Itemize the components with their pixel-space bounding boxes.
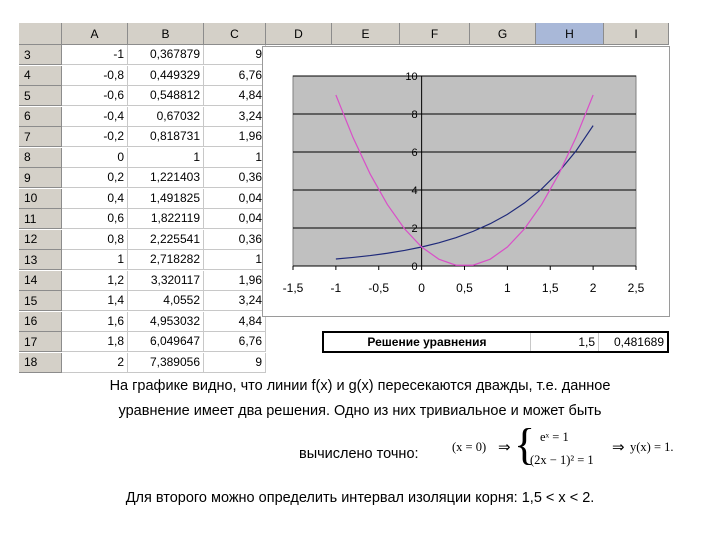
row-header[interactable]: 9 bbox=[19, 168, 62, 188]
cell-a[interactable]: 0,8 bbox=[62, 230, 128, 250]
column-header-g[interactable]: G bbox=[470, 23, 536, 45]
caption-line-1: На графике видно, что линии f(x) и g(x) пересекаются дважды, т.е. данное bbox=[109, 378, 611, 394]
cell-b[interactable]: 0,367879 bbox=[128, 45, 204, 65]
cell-c[interactable]: 3,24 bbox=[204, 291, 266, 311]
column-header-d[interactable]: D bbox=[266, 23, 332, 45]
cell-c[interactable]: 9 bbox=[204, 353, 266, 373]
cell-c[interactable]: 6,76 bbox=[204, 332, 266, 352]
plot-area bbox=[293, 76, 636, 266]
cell-c[interactable]: 0,36 bbox=[204, 168, 266, 188]
caption-line-4: Для второго можно определить интервал изоляции корня: 1,5 < x < 2. bbox=[125, 490, 595, 506]
cell-c[interactable]: 0,04 bbox=[204, 209, 266, 229]
cell-b[interactable]: 7,389056 bbox=[128, 353, 204, 373]
formula-condition: (x = 0) bbox=[452, 440, 487, 454]
cell-c[interactable]: 1,96 bbox=[204, 127, 266, 147]
cell-b[interactable]: 1,491825 bbox=[128, 189, 204, 209]
cell-b[interactable]: 6,049647 bbox=[128, 332, 204, 352]
select-all-corner[interactable] bbox=[19, 23, 62, 45]
x-tick-label: 2,5 bbox=[627, 281, 645, 295]
cell-c[interactable]: 4,84 bbox=[204, 312, 266, 332]
row-header[interactable]: 12 bbox=[19, 230, 62, 250]
formula-eq1: eˣ = 1 bbox=[540, 430, 569, 444]
column-header-f[interactable]: F bbox=[400, 23, 470, 45]
cell-c[interactable]: 9 bbox=[204, 45, 266, 65]
y-tick-label: 0 bbox=[411, 261, 418, 273]
y-tick-label: 8 bbox=[411, 109, 418, 121]
implies-arrow-1: ⇒ bbox=[498, 440, 511, 456]
column-header-e[interactable]: E bbox=[332, 23, 400, 45]
cell-b[interactable]: 0,67032 bbox=[128, 107, 204, 127]
cell-c[interactable]: 3,24 bbox=[204, 107, 266, 127]
cell-b[interactable]: 4,0552 bbox=[128, 291, 204, 311]
cell-a[interactable]: -0,6 bbox=[62, 86, 128, 106]
solution-label[interactable]: Решение уравнения bbox=[367, 335, 487, 349]
cell-b[interactable]: 1,822119 bbox=[128, 209, 204, 229]
row-header[interactable]: 15 bbox=[19, 291, 62, 311]
cell-c[interactable]: 6,76 bbox=[204, 66, 266, 86]
row-header[interactable]: 5 bbox=[19, 86, 62, 106]
row-header[interactable]: 11 bbox=[19, 209, 62, 229]
row-header[interactable]: 4 bbox=[19, 66, 62, 86]
cell-a[interactable]: 0 bbox=[62, 148, 128, 168]
cell-a[interactable]: -0,2 bbox=[62, 127, 128, 147]
row-header[interactable]: 17 bbox=[19, 332, 62, 352]
y-tick-label: 10 bbox=[405, 71, 418, 83]
cell-a[interactable]: 1 bbox=[62, 250, 128, 270]
column-header-i[interactable]: I bbox=[604, 23, 669, 45]
cell-c[interactable]: 0,36 bbox=[204, 230, 266, 250]
cell-a[interactable]: 1,2 bbox=[62, 271, 128, 291]
cell-b[interactable]: 4,953032 bbox=[128, 312, 204, 332]
cell-b[interactable]: 1 bbox=[128, 148, 204, 168]
caption-line-2: уравнение имеет два решения. Одно из них тривиальное и может быть bbox=[118, 403, 602, 419]
brace-icon: { bbox=[514, 420, 536, 469]
row-header[interactable]: 13 bbox=[19, 250, 62, 270]
x-tick-label: 0,5 bbox=[456, 281, 473, 295]
cell-c[interactable]: 0,04 bbox=[204, 189, 266, 209]
x-tick-label: 1,5 bbox=[541, 281, 559, 295]
x-tick-label: -1 bbox=[330, 281, 342, 295]
cell-b[interactable]: 1,221403 bbox=[128, 168, 204, 188]
formula-result: y(x) = 1. bbox=[630, 440, 674, 454]
column-header-b[interactable]: B bbox=[128, 23, 204, 45]
cell-a[interactable]: 0,6 bbox=[62, 209, 128, 229]
column-header-c[interactable]: C bbox=[204, 23, 266, 45]
row-header[interactable]: 3 bbox=[19, 45, 62, 65]
x-tick-label: 0 bbox=[418, 281, 425, 295]
chart-svg bbox=[263, 47, 669, 316]
cell-c[interactable]: 1,96 bbox=[204, 271, 266, 291]
implies-arrow-2: ⇒ bbox=[612, 440, 625, 456]
cell-a[interactable]: 0,2 bbox=[62, 168, 128, 188]
x-tick-label: -1,5 bbox=[282, 281, 304, 295]
cell-a[interactable]: 2 bbox=[62, 353, 128, 373]
cell-b[interactable]: 2,718282 bbox=[128, 250, 204, 270]
row-header[interactable]: 18 bbox=[19, 353, 62, 373]
column-header-a[interactable]: A bbox=[62, 23, 128, 45]
cell-b[interactable]: 0,449329 bbox=[128, 66, 204, 86]
formula-eq2: (2x − 1)² = 1 bbox=[530, 453, 594, 467]
cell-a[interactable]: -1 bbox=[62, 45, 128, 65]
row-header[interactable]: 8 bbox=[19, 148, 62, 168]
cell-c[interactable]: 1 bbox=[204, 250, 266, 270]
chart[interactable] bbox=[262, 46, 670, 317]
cell-a[interactable]: 1,6 bbox=[62, 312, 128, 332]
solution-x[interactable]: 1,5 bbox=[578, 335, 595, 349]
cell-a[interactable]: 1,8 bbox=[62, 332, 128, 352]
solution-row bbox=[322, 331, 669, 353]
x-tick-label: 2 bbox=[589, 281, 597, 295]
x-tick-label: 1 bbox=[504, 281, 511, 295]
cell-c[interactable]: 4,84 bbox=[204, 86, 266, 106]
y-tick-label: 4 bbox=[411, 185, 418, 197]
column-header-h[interactable]: H bbox=[536, 23, 604, 45]
y-tick-label: 2 bbox=[411, 223, 418, 235]
y-tick-label: 6 bbox=[411, 147, 418, 159]
row-header[interactable]: 10 bbox=[19, 189, 62, 209]
row-header[interactable]: 7 bbox=[19, 127, 62, 147]
cell-a[interactable]: 0,4 bbox=[62, 189, 128, 209]
cell-a[interactable]: 1,4 bbox=[62, 291, 128, 311]
cell-a[interactable]: -0,8 bbox=[62, 66, 128, 86]
row-header[interactable]: 14 bbox=[19, 271, 62, 291]
row-header[interactable]: 16 bbox=[19, 312, 62, 332]
cell-b[interactable]: 0,818731 bbox=[128, 127, 204, 147]
cell-b[interactable]: 3,320117 bbox=[128, 271, 204, 291]
cell-a[interactable]: -0,4 bbox=[62, 107, 128, 127]
caption-line-3: вычислено точно: bbox=[299, 446, 419, 462]
x-tick-label: -0,5 bbox=[368, 281, 390, 295]
cell-b[interactable]: 2,225541 bbox=[128, 230, 204, 250]
cell-c[interactable]: 1 bbox=[204, 148, 266, 168]
cell-b[interactable]: 0,548812 bbox=[128, 86, 204, 106]
row-header[interactable]: 6 bbox=[19, 107, 62, 127]
solution-y[interactable]: 0,481689 bbox=[613, 335, 664, 349]
